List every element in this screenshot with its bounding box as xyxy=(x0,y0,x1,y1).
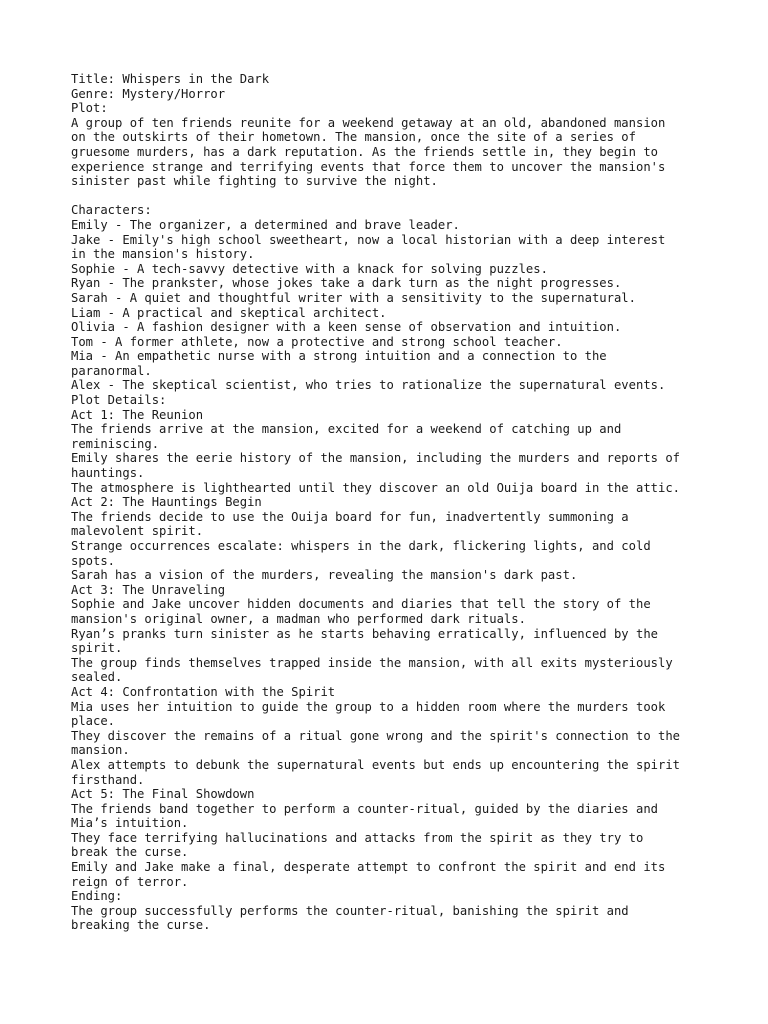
text-line: sealed. xyxy=(71,670,123,685)
text-line: The friends band together to perform a counter-ritual, guided by the diaries and xyxy=(71,801,658,816)
text-line: Emily and Jake make a final, desperate attempt to confront the spirit and end its xyxy=(71,860,666,875)
text-line: Jake - Emily's high school sweetheart, now a local historian with a deep interest xyxy=(71,232,666,247)
text-line: Sarah - A quiet and thoughtful writer with a sensitivity to the supernatural. xyxy=(71,290,636,305)
text-line: Act 1: The Reunion xyxy=(71,407,204,422)
text-line: malevolent spirit. xyxy=(71,524,204,539)
text-line: on the outskirts of their hometown. The mansion, once the site of a series of xyxy=(71,130,636,145)
text-line: Liam - A practical and skeptical architect. xyxy=(71,305,387,320)
text-line: Title: Whispers in the Dark xyxy=(71,72,270,86)
text-line: Act 5: The Final Showdown xyxy=(71,787,255,802)
text-line: The group finds themselves trapped inside the mansion, with all exits mysteriously xyxy=(71,655,673,670)
text-line: Emily shares the eerie history of the mansion, including the murders and reports of xyxy=(71,451,681,466)
text-line: They discover the remains of a ritual gone wrong and the spirit's connection to the xyxy=(71,728,681,743)
text-line: Alex attempts to debunk the supernatural events but ends up encountering the spirit xyxy=(71,757,681,772)
text-line: Ryan - The prankster, whose jokes take a dark turn as the night progresses. xyxy=(71,276,622,291)
text-line: place. xyxy=(71,714,116,729)
text-line: Act 2: The Hauntings Begin xyxy=(71,495,262,510)
text-line: in the mansion's history. xyxy=(71,247,255,262)
text-line: Mia uses her intuition to guide the group to a hidden room where the murders took xyxy=(71,699,666,714)
text-line: Strange occurrences escalate: whispers in the dark, flickering lights, and cold xyxy=(71,539,651,553)
text-line: hauntings. xyxy=(71,466,145,481)
text-line: The atmosphere is lighthearted until they discover an old Ouija board in the attic. xyxy=(71,480,681,495)
text-line: The friends arrive at the mansion, excited for a weekend of catching up and xyxy=(71,422,622,437)
text-line: The group successfully performs the counter-ritual, banishing the spirit and xyxy=(71,903,629,918)
text-line: A group of ten friends reunite for a weekend getaway at an old, abandoned mansion xyxy=(71,115,666,130)
text-line: breaking the curse. xyxy=(71,918,211,933)
text-line: break the curse. xyxy=(71,845,189,860)
text-line: sinister past while fighting to survive the night. xyxy=(71,174,438,189)
text-line: Sophie - A tech-savvy detective with a knack for solving puzzles. xyxy=(71,261,548,276)
text-line: spots. xyxy=(71,553,116,568)
text-line: Plot: xyxy=(71,101,108,116)
text-line: Olivia - A fashion designer with a keen sense of observation and intuition. xyxy=(71,320,622,335)
text-line: reign of terror. xyxy=(71,874,189,889)
text-line: Genre: Mystery/Horror xyxy=(71,86,226,101)
text-line: Act 4: Confrontation with the Spirit xyxy=(71,684,336,699)
text-line: Characters: xyxy=(71,203,152,218)
text-line: Tom - A former athlete, now a protective and strong school teacher. xyxy=(71,334,563,349)
text-line: mansion. xyxy=(71,743,130,758)
text-line: experience strange and terrifying events that force them to uncover the mansion's xyxy=(71,159,666,174)
text-line: Sophie and Jake uncover hidden documents and diaries that tell the story of the xyxy=(71,597,651,612)
blank-line xyxy=(71,189,731,204)
text-line: Act 3: The Unraveling xyxy=(71,582,226,597)
text-line: Emily - The organizer, a determined and brave leader. xyxy=(71,217,460,232)
text-line: Mia’s intuition. xyxy=(71,816,189,831)
text-line: Plot Details: xyxy=(71,393,167,408)
text-line: Ending: xyxy=(71,889,123,904)
text-line: paranormal. xyxy=(71,363,152,378)
text-line: Alex - The skeptical scientist, who tries to rationalize the supernatural events. xyxy=(71,378,666,393)
text-line: reminiscing. xyxy=(71,436,160,451)
text-line: mansion's original owner, a madman who performed dark rituals. xyxy=(71,611,526,626)
text-line: The friends decide to use the Ouija board for fun, inadvertently summoning a xyxy=(71,509,629,524)
text-line: They face terrifying hallucinations and attacks from the spirit as they try to xyxy=(71,830,644,845)
text-line: Ryan’s pranks turn sinister as he starts behaving erratically, influenced by the xyxy=(71,626,658,641)
text-line: firsthand. xyxy=(71,772,145,787)
text-line: gruesome murders, has a dark reputation. As the friends settle in, they begin to xyxy=(71,144,658,159)
text-line: spirit. xyxy=(71,641,123,656)
document-page xyxy=(71,72,731,933)
text-line: Mia - An empathetic nurse with a strong intuition and a connection to the xyxy=(71,349,607,364)
text-line: Sarah has a vision of the murders, revealing the mansion's dark past. xyxy=(71,568,578,583)
